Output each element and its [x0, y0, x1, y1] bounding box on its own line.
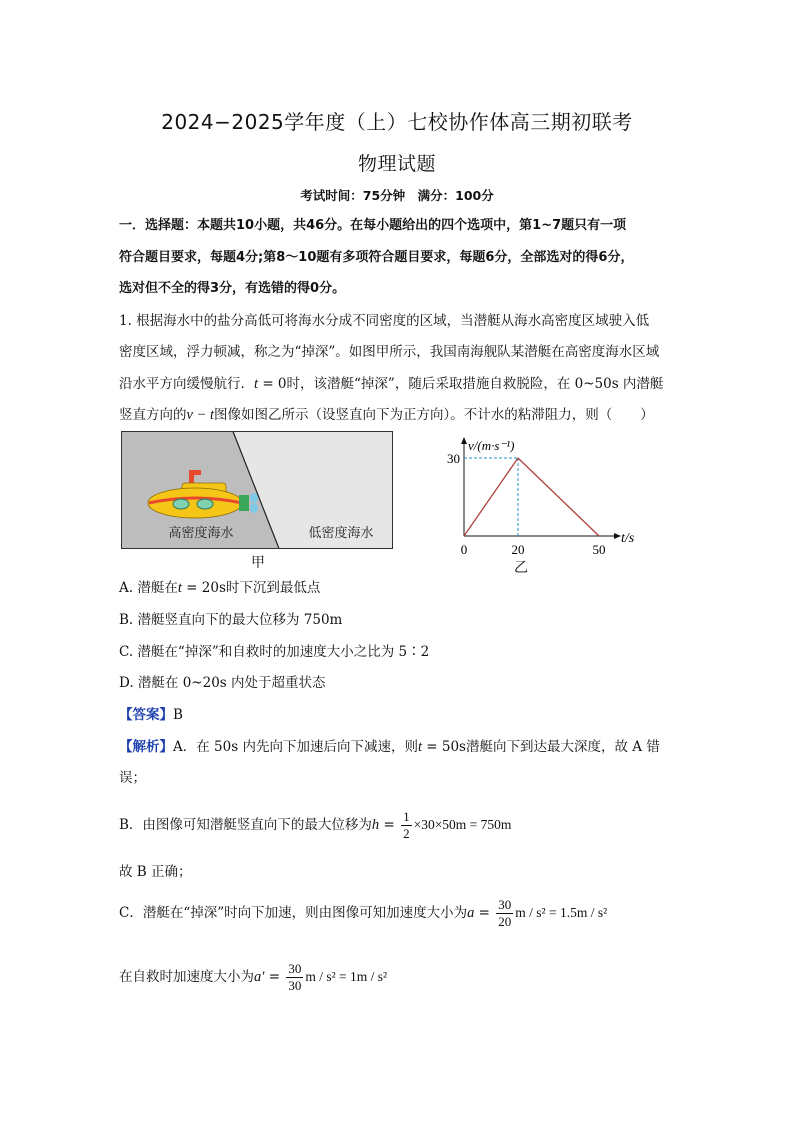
submarine-diagram — [121, 431, 393, 549]
x-axis-label: t/s — [621, 531, 635, 546]
section-instruction-line: 符合题目要求，每题4分;第8～10题有多项符合题目要求，每题6分，全部选对的得6分， — [119, 250, 634, 265]
x-tick-label: 20 — [511, 542, 525, 557]
option-c: C. 潜艇在“掉深”和自救时的加速度大小之比为 5∶2 — [119, 644, 430, 660]
y-tick-label: 30 — [447, 451, 460, 466]
option-a: A. 潜艇在t = 20s时下沉到最低点 — [119, 580, 321, 596]
answer-line: 【答案】B — [119, 707, 183, 723]
x-tick-label: 0 — [460, 542, 468, 557]
question-stem-line: 密度区域，浮力顿减，称之为“掉深”。如图甲所示，我国南海舰队某潜艇在高密度海水区域 — [119, 344, 660, 360]
analysis-line: 误； — [119, 770, 146, 786]
analysis-c-formula: C．潜艇在“掉深”时向下加速，则由图像可知加速度大小为a = $\frac{30}{20}$ m / s² = 1.5m / s² — [119, 897, 608, 929]
section-instruction-line: 选对但不全的得3分，有选错的得0分。 — [119, 281, 346, 296]
figure-jia — [121, 431, 393, 549]
question-stem-line: 竖直方向的v − t图像如图乙所示（设竖直向下为正方向）。不计水的粘滞阻力，则（ ） — [119, 407, 654, 423]
analysis-c2-formula: 在自救时加速度大小为a′ = $\frac{30}{30}$ m / s² = 1m / s² — [119, 961, 388, 993]
option-d: D. 潜艇在 0~20s 内处于超重状态 — [119, 675, 326, 691]
high-density-label: 高密度海水 — [168, 526, 234, 541]
page-title: 2024−2025学年度（上）七校协作体高三期初联考 — [161, 110, 633, 134]
analysis-line: 【解析】A．在 50s 内先向下加速后向下减速，则t = 50s潜艇向下到达最大深度，故 A 错 — [119, 739, 660, 755]
question-stem-line: 1. 根据海水中的盐分高低可将海水分成不同密度的区域，当潜艇从海水高密度区域驶入低 — [119, 313, 650, 329]
vt-chart — [430, 432, 650, 580]
x-tick-label: 50 — [592, 542, 606, 557]
analysis-line: 故 B 正确； — [119, 864, 192, 880]
option-b: B. 潜艇竖直向下的最大位移为 750m — [119, 612, 343, 628]
series-segment — [518, 458, 599, 536]
figure-yi-caption: 乙 — [514, 560, 528, 576]
figure-yi — [430, 432, 650, 580]
analysis-b-formula: B．由图像可知潜艇竖直向下的最大位移为h = $\frac{1}{2}$ ×30×50m = 750m — [119, 809, 512, 841]
section-instruction-line: 一．选择题：本题共10小题，共46分。在每小题给出的四个选项中，第1~7题只有一项 — [119, 218, 627, 233]
question-stem-line: 沿水平方向缓慢航行．t = 0时，该潜艇“掉深”，随后采取措施自救脱险，在 0~50s 内潜艇 — [119, 376, 664, 392]
exam-meta: 考试时间：75分钟 满分：100分 — [300, 188, 494, 203]
low-density-label: 低密度海水 — [308, 526, 374, 541]
page-subtitle: 物理试题 — [357, 153, 436, 175]
series-segment — [464, 458, 518, 536]
figure-jia-caption: 甲 — [251, 555, 265, 571]
y-axis-label: v/(m·s⁻¹) — [468, 438, 515, 453]
